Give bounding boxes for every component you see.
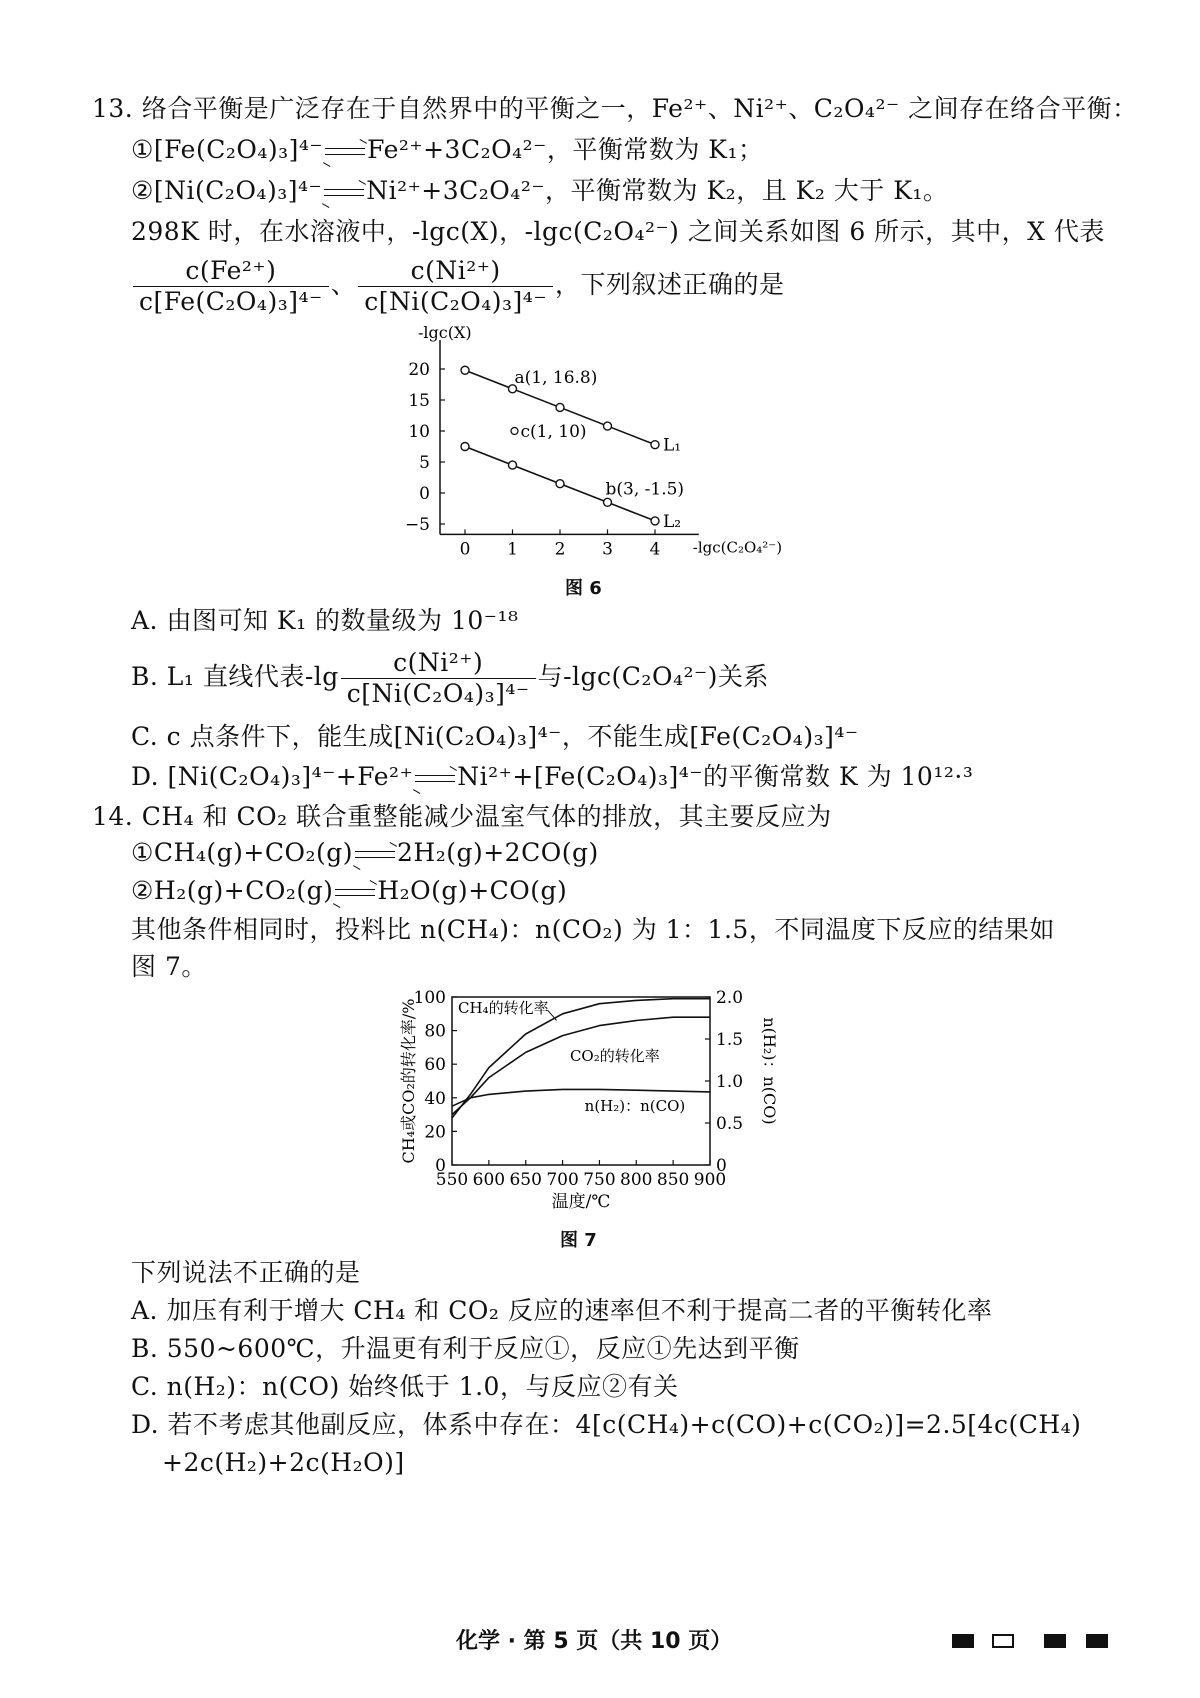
y2-tick-label: 0.5 — [716, 1114, 744, 1134]
x-tick-label: 800 — [620, 1170, 653, 1190]
data-point — [556, 480, 564, 488]
q14-option-d-line1: D. 若不考虑其他副反应，体系中存在：4[c(CH₄)+c(CO)+c(CO₂)]=2.5[4c(CH₄) — [131, 1410, 1082, 1439]
y2-axis-label: n(H₂)：n(CO) — [760, 1017, 779, 1125]
fraction-ni — [358, 256, 553, 317]
series-label: L₂ — [663, 511, 682, 532]
q14-option-b: B. 550~600℃，升温更有利于反应①，反应①先达到平衡 — [131, 1334, 800, 1363]
page-marker-solid — [1044, 1634, 1066, 1648]
q13-eq1-left: ①[Fe(C₂O₄)₃]⁴⁻ — [131, 135, 324, 164]
q13-eq1-right: Fe²⁺+3C₂O₄²⁻，平衡常数为 K₁； — [367, 135, 764, 164]
q13-option-d-right: Ni²⁺+[Fe(C₂O₄)₃]⁴⁻的平衡常数 K 为 10¹²·³ — [457, 762, 974, 791]
x-tick-label: 1 — [507, 539, 518, 560]
y-tick-label: 0 — [419, 484, 430, 504]
x-tick-label: 550 — [435, 1170, 469, 1190]
point-c-label: c(1, 10) — [520, 422, 587, 442]
q13-option-c: C. c 点条件下，能生成[Ni(C₂O₄)₃]⁴⁻，不能生成[Fe(C₂O₄)₃]⁴⁻ — [131, 722, 859, 751]
q14-question: 下列说法不正确的是 — [131, 1258, 361, 1287]
x-tick-label: 0 — [459, 539, 471, 560]
y-tick-label: 20 — [408, 360, 430, 380]
x-tick-label: 900 — [693, 1170, 727, 1190]
x-tick-label: 4 — [649, 539, 661, 560]
y-tick-label: 80 — [424, 1021, 446, 1042]
fraction-fe — [133, 256, 329, 317]
q13-fraction-line — [131, 256, 785, 317]
y-tick-label: 15 — [408, 391, 430, 411]
page-marker-solid — [1086, 1634, 1108, 1648]
q14-eq1-left: ①CH₄(g)+CO₂(g) — [131, 838, 353, 867]
q14-eq1 — [131, 836, 599, 870]
figure-6-chart — [392, 323, 812, 580]
data-point — [556, 403, 564, 411]
x-tick-label: 850 — [656, 1170, 690, 1190]
q14-eq1-right: 2H₂(g)+2CO(g) — [396, 838, 599, 867]
equilibrium-arrow-icon — [413, 772, 457, 786]
fraction-ni-num: c(Ni²⁺) — [358, 256, 553, 287]
series-label-co2: CO₂的转化率 — [569, 1046, 660, 1065]
figure-7-caption: 图 7 — [560, 1230, 597, 1251]
y-tick-label: −5 — [404, 515, 430, 535]
y-tick-label: 60 — [424, 1055, 446, 1076]
series-label-ratio: n(H₂)：n(CO) — [584, 1097, 686, 1116]
q13-option-b-post: 与-lgc(C₂O₄²⁻)关系 — [537, 662, 769, 691]
q14-intro: 14. CH₄ 和 CO₂ 联合重整能减少温室气体的排放，其主要反应为 — [92, 802, 832, 831]
q13-eq2-right: Ni²⁺+3C₂O₄²⁻，平衡常数为 K₂，且 K₂ 大于 K₁。 — [366, 176, 949, 205]
data-point — [651, 517, 659, 525]
point-b-label: b(3, -1.5) — [605, 479, 685, 500]
point-c — [511, 428, 518, 435]
option-b-fraction — [341, 648, 536, 709]
x-tick-label: 2 — [554, 539, 566, 560]
fraction-fe-num: c(Fe²⁺) — [133, 256, 329, 287]
data-point — [461, 443, 469, 451]
y2-tick-label: 1.0 — [716, 1072, 744, 1092]
data-point — [604, 422, 612, 430]
y-axis-label: CH₄或CO₂的转化率/% — [399, 998, 418, 1164]
q13-option-b-pre: B. L₁ 直线代表-lg — [131, 662, 339, 691]
x-tick-label: 650 — [509, 1170, 542, 1190]
point-a-label: a(1, 16.8) — [514, 367, 598, 388]
page-marker-solid — [952, 1634, 974, 1648]
page-footer: 化学 · 第 5 页（共 10 页） — [456, 1629, 733, 1654]
y2-tick-label: 2.0 — [716, 988, 744, 1008]
q14-option-a: A. 加压有利于增大 CH₄ 和 CO₂ 反应的速率但不利于提高二者的平衡转化率 — [131, 1296, 993, 1325]
q13-eq2-left: ②[Ni(C₂O₄)₃]⁴⁻ — [131, 176, 323, 205]
q13-tail: ，下列叙述正确的是 — [555, 270, 785, 299]
q13-eq2 — [131, 174, 948, 208]
q13-option-d — [131, 760, 973, 794]
q13-eq1 — [131, 133, 764, 167]
y-tick-label: 5 — [419, 453, 430, 473]
y-tick-label: 0 — [435, 1156, 446, 1176]
q13-intro: 13. 络合平衡是广泛存在于自然界中的平衡之一，Fe²⁺、Ni²⁺、C₂O₄²⁻ 之间存在络合平衡： — [92, 94, 1138, 123]
q13-line4: 298K 时，在水溶液中，-lgc(X)，-lgc(C₂O₄²⁻) 之间关系如图 6 所示，其中，X 代表 — [131, 217, 1105, 246]
y2-tick-label: 0 — [716, 1156, 727, 1176]
equilibrium-arrow-icon — [323, 145, 367, 159]
y-axis-label: -lgc(X) — [418, 323, 472, 342]
series-label: L₁ — [663, 435, 682, 456]
x-tick-label: 750 — [583, 1170, 616, 1190]
q14-condition-line2: 图 7。 — [131, 952, 207, 981]
fraction-fe-den: c[Fe(C₂O₄)₃]⁴⁻ — [139, 287, 323, 316]
data-point — [461, 366, 469, 374]
x-axis-label: -lgc(C₂O₄²⁻) — [692, 538, 783, 557]
data-point — [651, 441, 659, 449]
figure-6-caption: 图 6 — [565, 578, 602, 599]
y-tick-label: 100 — [413, 988, 446, 1008]
q13-option-a: A. 由图可知 K₁ 的数量级为 10⁻¹⁸ — [131, 606, 519, 635]
fraction-ni-den: c[Ni(C₂O₄)₃]⁴⁻ — [364, 287, 548, 316]
q14-eq2 — [131, 874, 567, 908]
x-tick-label: 700 — [546, 1170, 579, 1190]
equilibrium-arrow-icon — [353, 848, 397, 862]
q14-condition-line1: 其他条件相同时，投料比 n(CH₄)：n(CO₂) 为 1：1.5，不同温度下反应的结果如 — [131, 915, 1055, 944]
equilibrium-arrow-icon — [322, 186, 366, 200]
equilibrium-arrow-icon — [333, 886, 377, 900]
q13-option-d-left: D. [Ni(C₂O₄)₃]⁴⁻+Fe²⁺ — [131, 762, 414, 791]
q14-option-d-line2: +2c(H₂)+2c(H₂O)] — [162, 1448, 405, 1477]
figure-7-chart — [390, 985, 810, 1215]
x-tick-label: 3 — [602, 539, 613, 560]
option-b-num: c(Ni²⁺) — [341, 648, 536, 679]
y2-tick-label: 1.5 — [716, 1030, 744, 1050]
y-tick-label: 10 — [408, 422, 430, 442]
option-b-den: c[Ni(C₂O₄)₃]⁴⁻ — [346, 679, 530, 708]
data-point — [604, 498, 612, 506]
series-label-ch4: CH₄的转化率 — [458, 999, 549, 1017]
q14-eq2-left: ②H₂(g)+CO₂(g) — [131, 876, 334, 905]
y-tick-label: 20 — [424, 1122, 446, 1143]
x-tick-label: 600 — [472, 1170, 506, 1190]
fraction-separator: 、 — [330, 270, 357, 299]
y-tick-label: 40 — [424, 1088, 446, 1109]
q14-eq2-right: H₂O(g)+CO(g) — [377, 876, 568, 905]
x-axis-label: 温度/℃ — [551, 1192, 611, 1212]
page-marker-hollow — [992, 1634, 1014, 1648]
data-point — [509, 461, 517, 469]
plot-frame — [452, 997, 710, 1165]
q13-option-b — [131, 648, 769, 709]
q14-option-c: C. n(H₂)：n(CO) 始终低于 1.0，与反应②有关 — [131, 1372, 679, 1401]
